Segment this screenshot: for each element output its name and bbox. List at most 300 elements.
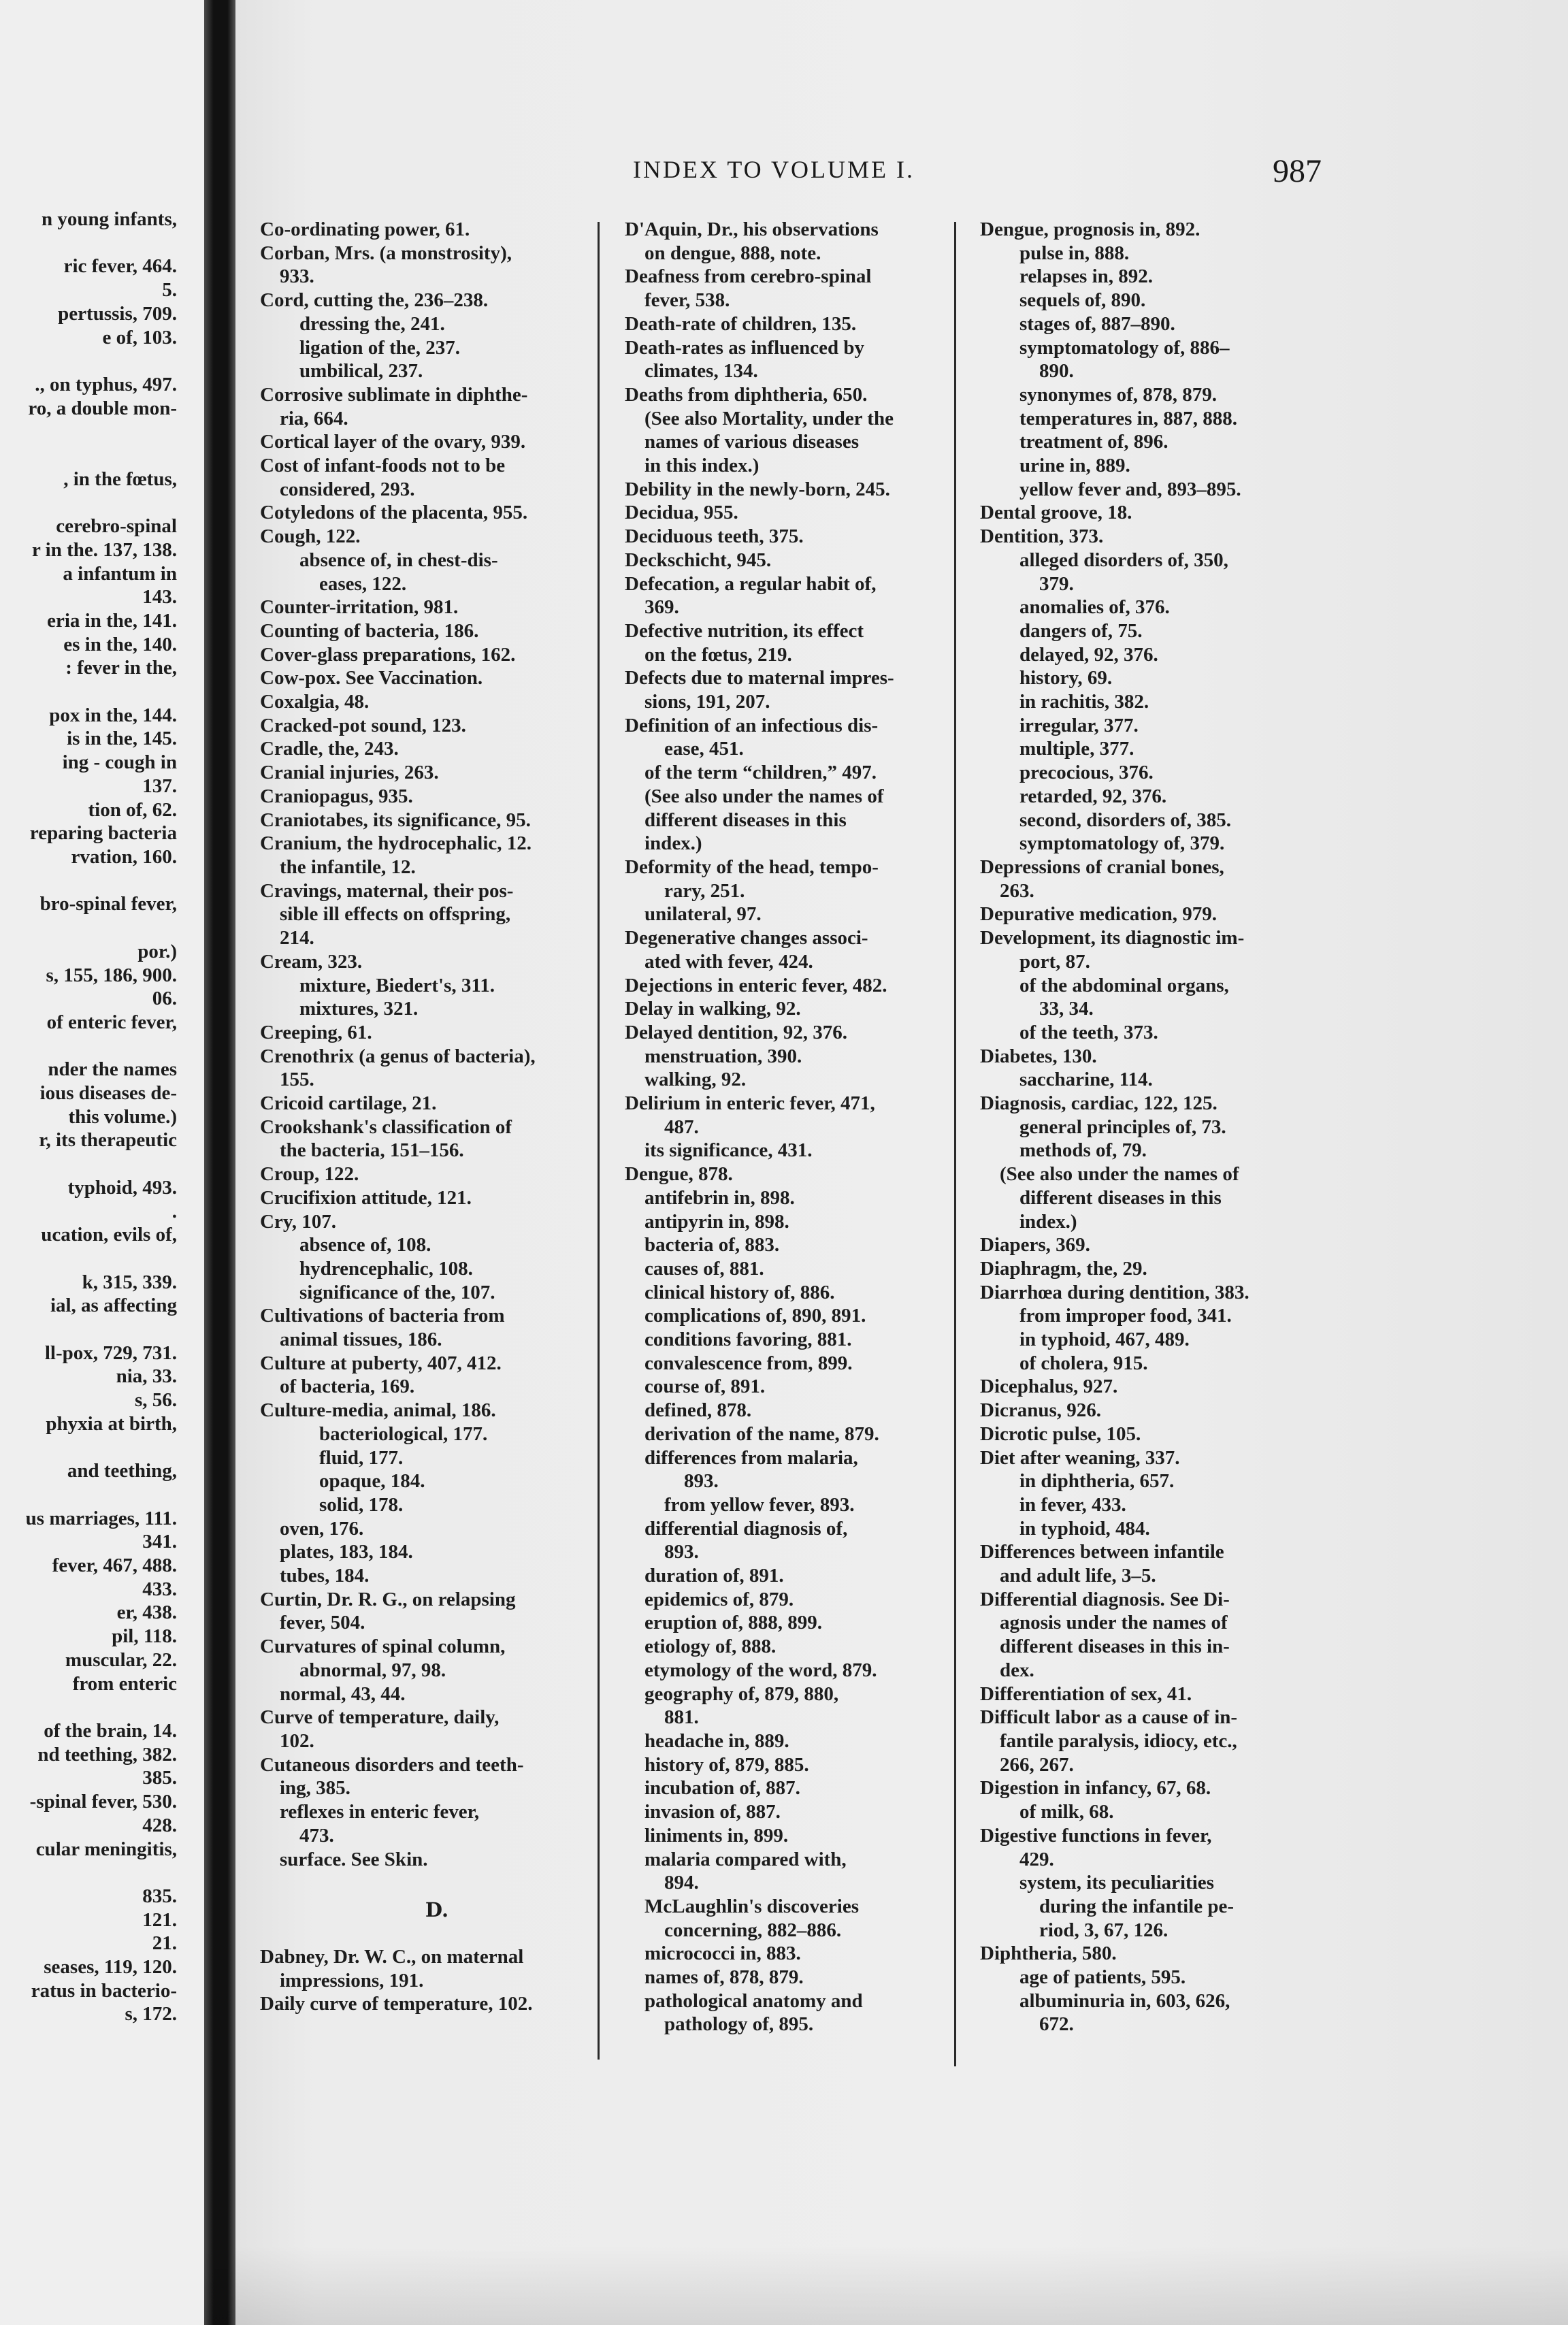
index-entry: Difficult labor as a cause of in- [980,1706,1238,1729]
index-entry: in diphtheria, 657. [980,1470,1175,1493]
index-entry: liniments in, 899. [625,1824,789,1847]
index-entry: yellow fever and, 893–895. [980,478,1241,500]
left-page-line: seases, 119, 120. [44,1956,177,1979]
left-page-line: bro-spinal fever, [39,893,177,915]
index-entry: 266, 267. [980,1753,1074,1776]
left-page-line: of the brain, 14. [44,1720,177,1742]
index-entry: during the infantile pe- [980,1895,1234,1917]
index-entry: Curvatures of spinal column, [260,1636,506,1658]
index-entry: history of, 879, 885. [625,1753,809,1776]
index-entry: pathological anatomy and [625,1989,863,2012]
index-entry: precocious, 376. [980,762,1154,784]
left-page-line [0,444,177,468]
index-entry: Co-ordinating power, 61. [260,218,470,240]
index-entry: different diseases in this in- [980,1636,1230,1658]
left-page-line [0,1318,177,1342]
index-entry: names of various diseases [625,431,859,453]
left-page-line [0,1695,177,1719]
left-page-line: ., on typhus, 497. [35,373,177,395]
left-page-line: nd teething, 382. [37,1743,177,1766]
left-page-line [0,1152,177,1176]
index-entry: port, 87. [980,950,1090,973]
left-page-line: 835. [142,1885,177,1907]
index-entry: Dengue, 878. [625,1163,733,1186]
left-page-line [0,1861,177,1885]
left-page-line: from enteric [72,1672,177,1695]
index-entry: dangers of, 75. [980,619,1143,642]
index-entry: McLaughlin's discoveries [625,1895,859,1917]
left-page-line: 137. [142,775,177,797]
index-entry: Craniotabes, its significance, 95. [260,809,531,831]
left-page-line: s, 172. [125,2003,177,2026]
index-entry: impressions, 191. [260,1969,424,1991]
left-page-line: es in the, 140. [63,633,177,655]
index-entry: pulse in, 888. [980,242,1130,264]
index-entry: retarded, 92, 376. [980,785,1167,807]
index-entry: on dengue, 888, note. [625,242,821,264]
index-entry: considered, 293. [260,478,415,500]
index-entry: Curtin, Dr. R. G., on relapsing [260,1588,516,1610]
left-page-line: and teething, [67,1460,177,1482]
index-entry: 263. [980,879,1034,902]
index-entry: Culture-media, animal, 186. [260,1399,496,1422]
left-page-line: of enteric fever, [46,1011,177,1033]
index-entry: Dabney, Dr. W. C., on maternal [260,1945,524,1968]
left-page-line [0,680,177,704]
left-page-line: s, 56. [134,1389,177,1412]
index-entry: and adult life, 3–5. [980,1565,1156,1587]
index-entry: alleged disorders of, 350, [980,549,1228,571]
index-entry: umbilical, 237. [260,360,423,383]
left-page-line: er, 438. [116,1602,177,1624]
index-entry: Dental groove, 18. [980,502,1132,524]
index-entry: Daily curve of temperature, 102. [260,1993,533,2015]
left-page-line: pertussis, 709. [58,302,177,325]
index-entry: mixtures, 321. [260,998,419,1020]
index-entry: Cream, 323. [260,950,363,973]
index-entry: Cradle, the, 243. [260,738,399,760]
left-page-line: e of, 103. [102,326,177,348]
index-entry: Croup, 122. [260,1163,359,1186]
index-entry: 473. [260,1824,334,1847]
index-entry: of milk, 68. [980,1801,1114,1823]
index-entry: pathology of, 895. [625,2013,814,2036]
left-page-line: reparing bacteria [29,822,177,845]
index-entry: different diseases in this [625,809,847,831]
index-entry: dex. [980,1659,1034,1681]
index-entry: methods of, 79. [980,1139,1147,1162]
index-entry: Deaths from diphtheria, 650. [625,383,868,406]
index-entry: Coxalgia, 48. [260,691,370,713]
left-page-line: ial, as affecting [50,1295,177,1317]
index-entry: defined, 878. [625,1399,752,1422]
index-entry: history, 69. [980,667,1113,689]
left-page-line: 428. [142,1814,177,1836]
index-entry: opaque, 184. [260,1470,425,1493]
index-entry: unilateral, 97. [625,903,762,926]
index-column-2 [625,218,979,2036]
left-page-line: 433. [142,1578,177,1600]
left-page-line: ucation, evils of, [41,1224,177,1246]
index-entry: course of, 891. [625,1376,766,1398]
left-page-line: nia, 33. [116,1365,177,1388]
index-entry: synonymes of, 878, 879. [980,383,1218,406]
index-entry: Delay in walking, 92. [625,998,801,1020]
index-entry: Decidua, 955. [625,502,738,524]
index-entry: Cover-glass preparations, 162. [260,643,516,666]
index-entry: fever, 504. [260,1612,365,1634]
left-page-line: fever, 467, 488. [52,1555,177,1577]
index-entry: incubation of, 887. [625,1777,800,1800]
index-entry: Diet after weaning, 337. [980,1446,1180,1469]
index-entry: differences from malaria, [625,1446,858,1469]
index-entry: Cost of infant-foods not to be [260,455,506,477]
index-entry: 102. [260,1730,314,1752]
index-entry: Digestive functions in fever, [980,1824,1212,1847]
index-entry: on the fœtus, 219. [625,643,792,666]
left-page-line: 06. [152,988,177,1010]
index-entry: oven, 176. [260,1517,364,1540]
index-column-3 [980,218,1334,2036]
left-page-line: 121. [142,1908,177,1931]
index-entry: Cotyledons of the placenta, 955. [260,502,528,524]
left-page-line [0,1247,177,1271]
book-gutter [204,0,235,2325]
index-entry: 893. [625,1541,699,1563]
index-entry: Diabetes, 130. [980,1045,1097,1067]
left-page-line [0,349,177,373]
index-entry: animal tissues, 186. [260,1329,442,1351]
index-entry: hydrencephalic, 108. [260,1257,473,1280]
index-entry: complications of, 890, 891. [625,1305,866,1327]
index-entry: Dejections in enteric fever, 482. [625,974,887,996]
index-entry: causes of, 881. [625,1257,764,1280]
index-entry: Deciduous teeth, 375. [625,525,804,548]
left-page-line: typhoid, 493. [67,1176,177,1199]
left-page-line: s, 155, 186, 900. [46,964,177,986]
index-entry: Cutaneous disorders and teeth- [260,1753,524,1776]
left-page-line: muscular, 22. [65,1648,177,1671]
index-entry: in typhoid, 467, 489. [980,1329,1190,1351]
index-entry: Dengue, prognosis in, 892. [980,218,1200,240]
index-entry: urine in, 889. [980,455,1130,477]
index-entry: in fever, 433. [980,1493,1126,1516]
index-entry: 379. [980,572,1074,595]
index-entry: in this index.) [625,455,760,477]
index-entry: (See also Mortality, under the [625,407,894,429]
left-page-line: r, its therapeutic [39,1129,177,1152]
index-entry: general principles of, 73. [980,1116,1226,1138]
index-entry: sions, 191, 207. [625,691,770,713]
index-entry: plates, 183, 184. [260,1541,413,1563]
index-entry: Defective nutrition, its effect [625,619,864,642]
left-page-line: cular meningitis, [35,1838,177,1860]
column-rule [954,222,956,2066]
left-page-line [0,916,177,940]
index-entry: Delirium in enteric fever, 471, [625,1092,875,1115]
left-page-line: 385. [142,1767,177,1789]
left-page-line: us marriages, 111. [25,1507,177,1529]
index-entry: sequels of, 890. [980,289,1146,312]
index-entry: names of, 878, 879. [625,1966,804,1989]
index-entry: bacteria of, 883. [625,1234,780,1256]
index-entry: clinical history of, 886. [625,1281,835,1303]
index-entry: fluid, 177. [260,1446,404,1469]
section-letter: D. [425,1898,449,1922]
index-entry: antipyrin in, 898. [625,1210,789,1233]
index-entry: Delayed dentition, 92, 376. [625,1021,848,1043]
left-page-line: ratus in bacterio- [31,1979,177,2002]
left-page-line: cerebro-spinal [56,515,177,538]
index-entry: Deformity of the head, tempo- [625,856,879,878]
index-entry: Cricoid cartilage, 21. [260,1092,437,1115]
index-entry: of bacteria, 169. [260,1376,415,1398]
index-entry: Cranium, the hydrocephalic, 12. [260,832,532,855]
index-entry: Diapers, 369. [980,1234,1090,1256]
index-entry: 881. [625,1706,699,1729]
index-entry: 429. [980,1848,1054,1870]
index-entry: micrococci in, 883. [625,1942,801,1965]
index-entry: Cracked-pot sound, 123. [260,714,466,736]
index-entry: 933. [260,265,314,288]
left-page-line: ll-pox, 729, 731. [44,1342,177,1364]
left-page-line [0,420,177,444]
index-entry: 894. [625,1872,699,1894]
index-entry: Definition of an infectious dis- [625,714,879,736]
index-entry: bacteriological, 177. [260,1422,488,1445]
index-entry: of cholera, 915. [980,1352,1148,1374]
left-page-line [0,869,177,893]
index-entry: abnormal, 97, 98. [260,1659,446,1681]
running-header: INDEX TO VOLUME I. [633,156,915,183]
index-entry: mixture, Biedert's, 311. [260,974,495,996]
index-entry: ligation of the, 237. [260,336,461,359]
index-entry: Debility in the newly-born, 245. [625,478,890,500]
index-entry: tubes, 184. [260,1565,370,1587]
index-entry: Development, its diagnostic im- [980,927,1245,949]
column-rule [598,222,600,2060]
index-entry: in rachitis, 382. [980,691,1149,713]
index-entry: index.) [625,832,702,855]
index-entry: sible ill effects on offspring, [260,903,511,926]
index-entry: geography of, 879, 880, [625,1682,839,1705]
left-page-line [0,1035,177,1058]
index-entry: riod, 3, 67, 126. [980,1919,1169,1941]
index-entry: Death-rates as influenced by [625,336,865,359]
index-entry: Diarrhœa during dentition, 383. [980,1281,1250,1303]
index-entry: Corban, Mrs. (a monstrosity), [260,242,512,264]
index-entry: normal, 43, 44. [260,1682,406,1705]
index-entry: antifebrin in, 898. [625,1186,795,1209]
index-entry: its significance, 431. [625,1139,813,1162]
index-entry: Digestion in infancy, 67, 68. [980,1777,1211,1800]
left-page-line: k, 315, 339. [82,1271,177,1293]
index-entry: 214. [260,927,314,949]
index-entry: anomalies of, 376. [980,596,1170,619]
index-entry: Culture at puberty, 407, 412. [260,1352,502,1374]
index-entry: delayed, 92, 376. [980,643,1158,666]
index-entry: differential diagnosis of, [625,1517,848,1540]
left-page-line: por.) [137,940,177,962]
index-entry: headache in, 889. [625,1730,789,1752]
index-entry: 487. [625,1116,699,1138]
index-entry: relapses in, 892. [980,265,1154,288]
index-entry: Dicranus, 926. [980,1399,1102,1422]
left-page-line: a infantum in [63,562,177,585]
index-entry: ease, 451. [625,738,744,760]
index-entry: Dicrotic pulse, 105. [980,1422,1141,1445]
left-page-line [0,231,177,255]
index-entry: eruption of, 888, 899. [625,1612,822,1634]
index-entry: Diaphragm, the, 29. [980,1257,1147,1280]
index-entry: (See also under the names of [980,1163,1239,1186]
index-entry: eases, 122. [260,572,407,595]
index-column-1 [260,218,614,2016]
index-entry: Defects due to maternal impres- [625,667,894,689]
index-entry: Corrosive sublimate in diphthe- [260,383,528,406]
index-entry: Cough, 122. [260,525,361,548]
index-entry: fever, 538. [625,289,730,312]
left-page-line: , in the fœtus, [63,468,177,490]
page-number: 987 [1273,153,1322,189]
index-entry: D'Aquin, Dr., his observations [625,218,879,240]
index-entry: the bacteria, 151–156. [260,1139,464,1162]
left-page-line: 143. [142,586,177,608]
left-page-line: n young infants, [41,208,177,230]
index-entry: different diseases in this [980,1186,1222,1209]
left-page-line [0,1483,177,1507]
left-page-line: this volume.) [68,1105,177,1128]
index-entry: 33, 34. [980,998,1094,1020]
index-entry: 672. [980,2013,1074,2036]
index-entry: index.) [980,1210,1077,1233]
index-entry: Creeping, 61. [260,1021,372,1043]
index-entry: Degenerative changes associ- [625,927,868,949]
left-page-line: ious diseases de- [39,1082,177,1105]
index-entry: the infantile, 12. [260,856,416,878]
index-entry: Deckschicht, 945. [625,549,772,571]
index-entry: multiple, 377. [980,738,1134,760]
left-page-fragment [0,0,204,2325]
index-entry: walking, 92. [625,1069,747,1091]
index-entry: Crucifixion attitude, 121. [260,1186,472,1209]
index-entry: of the abdominal organs, [980,974,1229,996]
index-entry: Differences between infantile [980,1541,1224,1563]
index-entry: albuminuria in, 603, 626, [980,1989,1230,2012]
index-entry: (See also under the names of [625,785,884,807]
left-page-line: eria in the, 141. [47,609,177,632]
index-entry: concerning, 882–886. [625,1919,842,1941]
index-entry: epidemics of, 879. [625,1588,794,1610]
left-page-column [0,208,177,2026]
index-entry: derivation of the name, 879. [625,1422,879,1445]
left-page-line: -spinal fever, 530. [29,1791,177,1813]
index-entry: temperatures in, 887, 888. [980,407,1238,429]
index-entry: Diagnosis, cardiac, 122, 125. [980,1092,1218,1115]
index-entry: ing, 385. [260,1777,350,1800]
index-entry: rary, 251. [625,879,745,902]
index-entry: Deafness from cerebro-spinal [625,265,872,288]
index-entry: reflexes in enteric fever, [260,1801,480,1823]
index-entry: etymology of the word, 879. [625,1659,877,1681]
index-entry: Craniopagus, 935. [260,785,413,807]
index-entry: Counter-irritation, 981. [260,596,459,619]
index-entry: invasion of, 887. [625,1801,781,1823]
page-shadow [204,2246,1568,2325]
left-page-line: ro, a double mon- [28,397,177,419]
index-entry: second, disorders of, 385. [980,809,1231,831]
left-page-line: phyxia at birth, [46,1412,177,1435]
left-page-line: ric fever, 464. [63,255,177,278]
index-entry: absence of, 108. [260,1234,431,1256]
left-page-line: nder the names [48,1058,177,1081]
index-entry: from improper food, 341. [980,1305,1232,1327]
index-entry: age of patients, 595. [980,1966,1186,1989]
index-entry: Differentiation of sex, 41. [980,1682,1192,1705]
index-entry: significance of the, 107. [260,1281,495,1303]
index-entry: surface. See Skin. [260,1848,428,1870]
index-entry: Curve of temperature, daily, [260,1706,500,1729]
index-entry: convalescence from, 899. [625,1352,853,1374]
index-entry: Dentition, 373. [980,525,1104,548]
left-page-line: 21. [152,1932,177,1955]
index-entry: ria, 664. [260,407,348,429]
index-entry: Dicephalus, 927. [980,1376,1118,1398]
index-entry: in typhoid, 484. [980,1517,1150,1540]
left-page-line: r in the. 137, 138. [32,538,177,561]
index-entry: Cortical layer of the ovary, 939. [260,431,526,453]
left-page-line: is in the, 145. [67,728,177,750]
left-page-line [0,1436,177,1460]
index-entry: Death-rate of children, 135. [625,312,857,335]
index-entry: absence of, in chest-dis- [260,549,498,571]
index-entry: solid, 178. [260,1493,404,1516]
index-entry: Cow-pox. See Vaccination. [260,667,483,689]
index-entry: ated with fever, 424. [625,950,813,973]
left-page-line: 341. [142,1531,177,1553]
index-entry: agnosis under the names of [980,1612,1228,1634]
index-entry: Depurative medication, 979. [980,903,1217,926]
index-entry: duration of, 891. [625,1565,784,1587]
index-entry: climates, 134. [625,360,758,383]
left-page-line: rvation, 160. [71,845,177,868]
index-entry: dressing the, 241. [260,312,445,335]
index-entry: of the teeth, 373. [980,1021,1158,1043]
index-entry: from yellow fever, 893. [625,1493,855,1516]
index-entry: saccharine, 114. [980,1069,1153,1091]
index-entry: 155. [260,1069,314,1091]
index-entry: Crenothrix (a genus of bacteria), [260,1045,536,1067]
left-page-line: ing - cough in [62,751,177,774]
index-entry: irregular, 377. [980,714,1139,736]
index-entry: stages of, 887–890. [980,312,1175,335]
index-entry: Counting of bacteria, 186. [260,619,479,642]
index-entry: conditions favoring, 881. [625,1329,852,1351]
index-entry: malaria compared with, [625,1848,847,1870]
index-entry: of the term “children,” 497. [625,762,877,784]
index-entry: Diphtheria, 580. [980,1942,1117,1965]
index-entry: 369. [625,596,679,619]
index-entry: Cultivations of bacteria from [260,1305,505,1327]
index-entry: symptomatology of, 886– [980,336,1230,359]
index-entry: Differential diagnosis. See Di- [980,1588,1230,1610]
index-entry: Cord, cutting the, 236–238. [260,289,489,312]
index-entry: fantile paralysis, idiocy, etc., [980,1730,1237,1752]
index-entry: etiology of, 888. [625,1636,777,1658]
index-entry: symptomatology of, 379. [980,832,1225,855]
index-entry: menstruation, 390. [625,1045,802,1067]
left-page-line [0,491,177,515]
